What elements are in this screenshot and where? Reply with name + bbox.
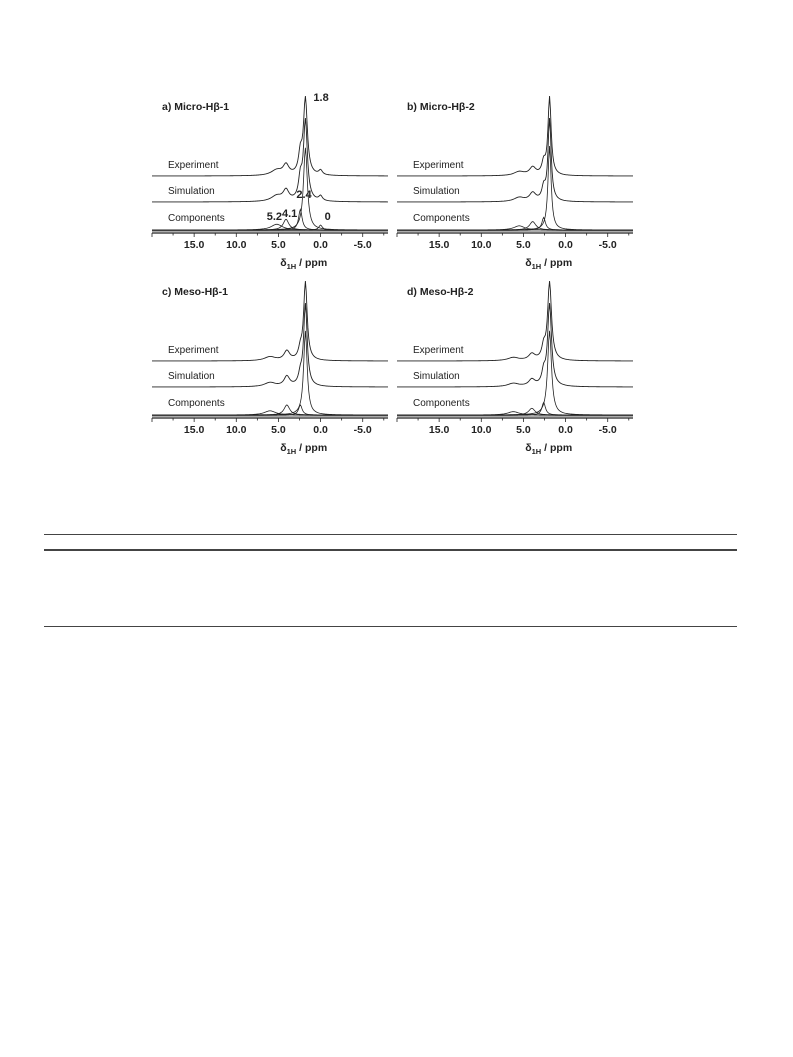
tick-label: 15.0 [183,424,205,436]
tick-label: 10.0 [226,239,247,251]
panel-label: b) Micro-Hβ-2 [407,101,475,113]
spectrum-panel-b [395,90,635,290]
trace-label-components: Components [413,398,470,409]
trace-label-simulation: Simulation [168,371,215,382]
trace-label-experiment: Experiment [168,160,219,171]
trace-label-experiment: Experiment [413,345,464,356]
tick-label: 10.0 [226,424,247,436]
tick-label: 5.0 [516,239,531,251]
table-header-rule [44,549,737,551]
spectrum-panel-c [150,275,390,475]
trace-label-components: Components [168,398,225,409]
trace-label-experiment: Experiment [413,160,464,171]
tick-label: 0.0 [313,424,328,436]
tick-label: 15.0 [183,239,205,251]
peak-label: 4.1 [282,208,298,220]
peak-label: 1.8 [313,92,329,104]
tick-label: 0.0 [313,239,328,251]
tick-label: -5.0 [353,424,372,436]
spectrum-chart-c [150,275,390,475]
peak-label: 0 [324,211,331,223]
spectrum-chart-a [150,90,390,290]
panel-label: c) Meso-Hβ-1 [162,286,228,298]
tick-label: -5.0 [598,239,617,251]
tick-label: 15.0 [428,239,450,251]
panel-label: a) Micro-Hβ-1 [162,101,230,113]
panel-label: d) Meso-Hβ-2 [407,286,474,298]
spectrum-chart-d [395,275,635,475]
x-axis-label: $\delta_{1H}$ / ppm [280,442,328,456]
trace-label-simulation: Simulation [413,371,460,382]
component-trace-4 [152,224,388,230]
spectrum-panel-a [150,90,390,290]
tick-label: 5.0 [516,424,531,436]
tick-label: 10.0 [471,424,492,436]
table-bottom-rule [44,626,737,627]
spectrum-chart-b [395,90,635,290]
tick-label: 15.0 [428,424,450,436]
trace-label-experiment: Experiment [168,345,219,356]
trace-label-simulation: Simulation [168,186,215,197]
tick-label: 0.0 [558,239,573,251]
trace-label-components: Components [168,213,225,224]
trace-label-simulation: Simulation [413,186,460,197]
spectrum-panel-d [395,275,635,475]
table-top-rule [44,534,737,535]
trace-label-components: Components [413,213,470,224]
tick-label: 5.0 [271,424,286,436]
tick-label: 10.0 [471,239,492,251]
tick-label: 5.0 [271,239,286,251]
x-axis-label: $\delta_{1H}$ / ppm [280,257,328,271]
x-axis-label: $\delta_{1H}$ / ppm [525,257,573,271]
x-axis-label: $\delta_{1H}$ / ppm [525,442,573,456]
peak-label: 2.4 [296,189,312,201]
peak-label: 5.2 [266,211,283,223]
tick-label: -5.0 [598,424,617,436]
tick-label: 0.0 [558,424,573,436]
tick-label: -5.0 [353,239,372,251]
